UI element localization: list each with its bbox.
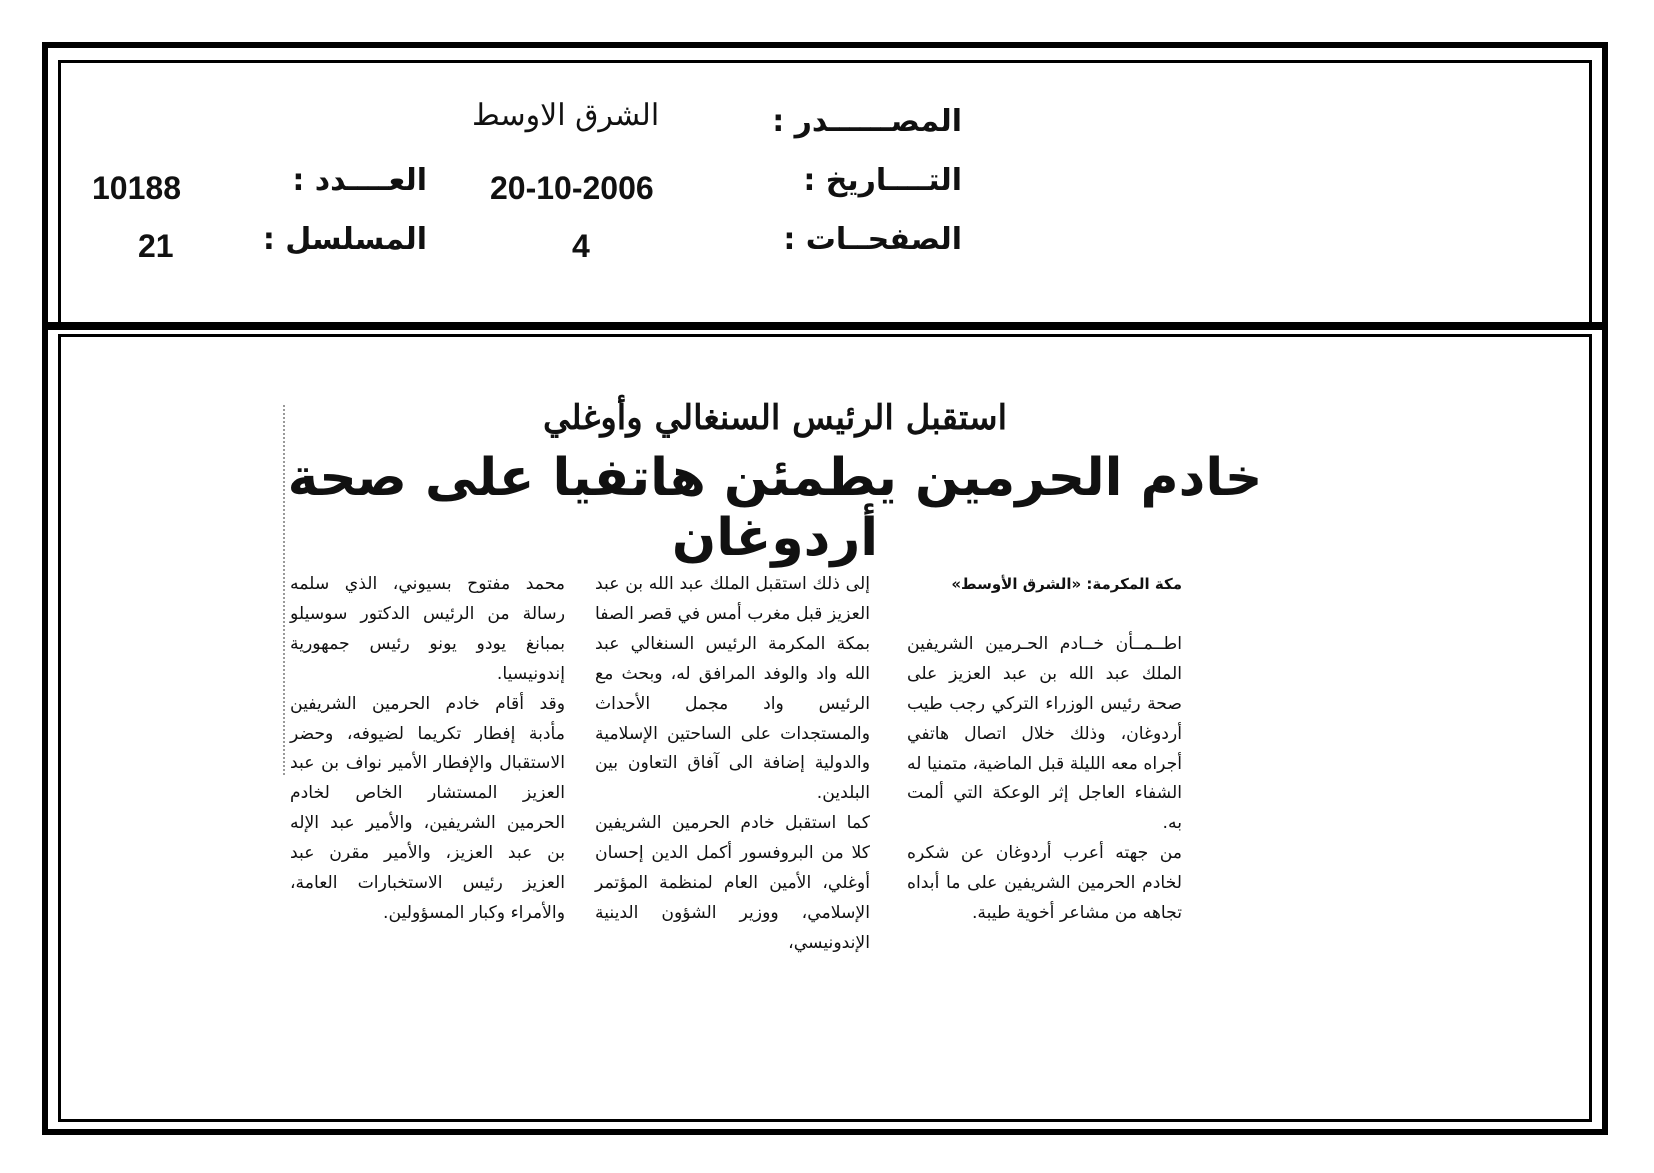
article-paragraph: اطــمــأن خــادم الحـرمين الشريفين الملك عبد الله بن عبد العزيز على صحة رئيس الوزراء التركي رجب طيب أردوغان، وذلك خلال اتصال هاتفي أجراه معه الليلة قبل الماضية، متمنيا له الشفاء العاجل إثر الوعكة التي ألمت به. — [907, 633, 1182, 834]
source-value: الشرق الاوسط — [472, 98, 660, 133]
article-clipping — [275, 398, 1263, 1058]
article-kicker: استقبل الرئيس السنغالي وأوغلي — [542, 398, 1008, 438]
article-column-3 — [290, 570, 565, 929]
date-label: التــــاريخ : — [803, 163, 962, 198]
serial-label: المسلسل : — [262, 222, 427, 257]
article-paragraph: من جهته أعرب أردوغان عن شكره لخادم الحرمين الشريفين على ما أبداه تجاهه من مشاعر أخوية طيبة. — [907, 843, 1182, 924]
article-paragraph: وقد أقام خادم الحرمين الشريفين مأدبة إفطار تكريما لضيوفه، وحضر الاستقبال والإفطار الأمير نواف بن عبد العزيز المستشار الخاص لخادم الحرمين الشريفين، والأمير عبد الإله بن عبد العزيز، والأمير مقرن عبد العزيز رئيس الاستخبارات العامة، والأمراء وكبار المسؤولين. — [290, 693, 565, 923]
article-headline: خادم الحرمين يطمئن هاتفيا على صحة أردوغان — [287, 448, 1263, 568]
header-divider — [42, 322, 1608, 330]
date-value: 20-10-2006 — [490, 170, 654, 206]
article-paragraph: محمد مفتوح بسيوني، الذي سلمه رسالة من الرئيس الدكتور سوسيلو بمبانغ يودو يونو رئيس جمهورية إندونيسيا. — [290, 574, 565, 684]
issue-number: 10188 — [92, 170, 181, 206]
article-column-1 — [907, 570, 1182, 929]
source-label: المصــــــدر : — [772, 104, 962, 139]
article-paragraph: إلى ذلك استقبل الملك عبد الله بن عبد العزيز قبل مغرب أمس في قصر الصفا بمكة المكرمة الرئيس السنغالي عبد الله واد والوفد المرافق له، وبحث مع الرئيس واد مجمل الأحداث والمستجدات على الساحتين الإسلامية والدولية إضافة الى آفاق التعاون بين البلدين. — [595, 574, 870, 804]
serial-number: 21 — [138, 228, 174, 264]
article-column-2 — [595, 570, 870, 959]
issue-label: العــــدد : — [292, 163, 427, 198]
article-dateline: مكة المكرمة: «الشرق الأوسط» — [951, 575, 1182, 593]
pages-label: الصفحــات : — [783, 222, 962, 257]
pages-value: 4 — [572, 228, 590, 264]
article-paragraph: كما استقبل خادم الحرمين الشريفين كلا من البروفسور أكمل الدين إحسان أوغلي، الأمين العام لمنظمة المؤتمر الإسلامي، ووزير الشؤون الدينية الإندونيسي، — [595, 813, 870, 953]
